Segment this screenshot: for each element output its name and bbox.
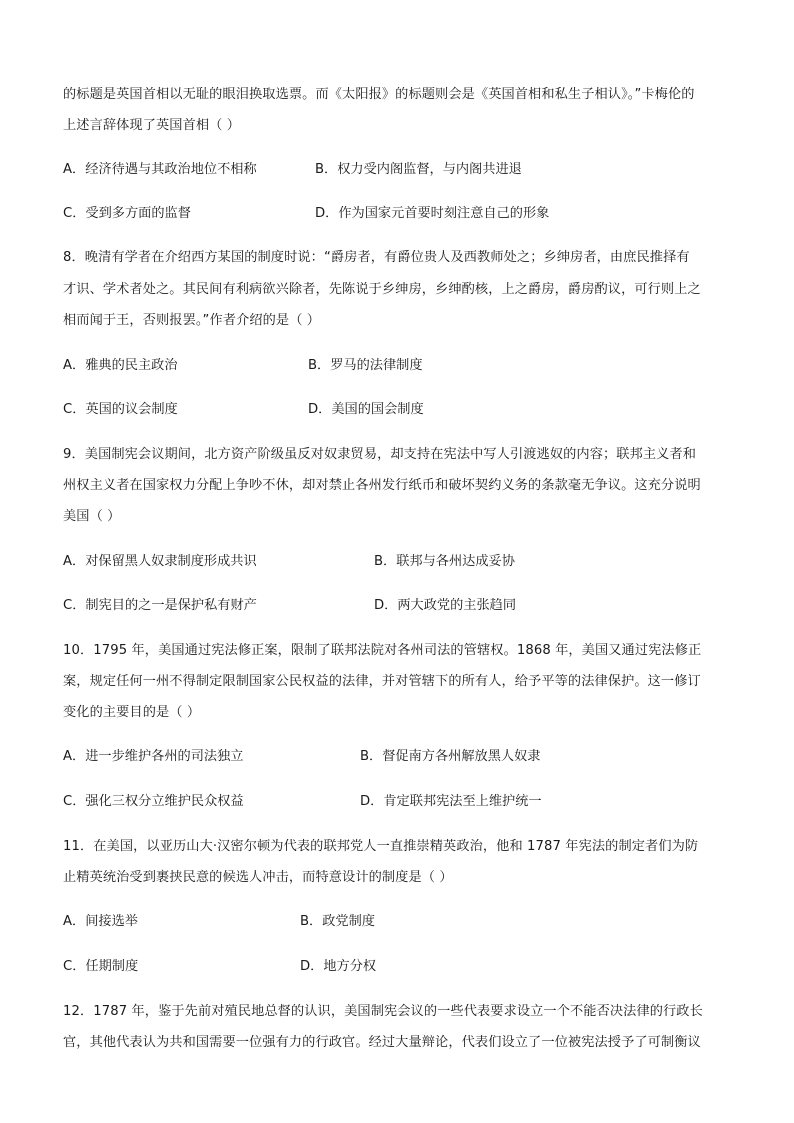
q11-option-b: B．政党制度 xyxy=(300,914,375,929)
q8-option-d: D．美国的国会制度 xyxy=(308,402,424,417)
q9-stem-line-3: 美国（ ） xyxy=(63,509,121,524)
q7-option-d: D．作为国家元首要时刻注意自己的形象 xyxy=(315,206,550,221)
q10-option-c: C．强化三权分立维护民众权益 xyxy=(63,794,244,809)
q9-stem-line-1: 9．美国制宪会议期间，北方资产阶级虽反对奴隶贸易，却支持在宪法中写人引渡逃奴的内容；联邦主义者和 xyxy=(63,447,696,462)
q7-stem-line-2: 上述言辞体现了英国首相（ ） xyxy=(63,118,241,133)
q9-option-a: A．对保留黑人奴隶制度形成共识 xyxy=(63,554,257,569)
q9-option-c: C．制宪目的之一是保护私有财产 xyxy=(63,598,257,613)
q9-stem-line-2: 州权主义者在国家权力分配上争吵不休，却对禁止各州发行纸币和破坏契约义务的条款毫无争议。这充分说明 xyxy=(63,478,701,493)
q12-stem-line-2: 官，其他代表认为共和国需要一位强有力的行政官。经过大量辩论，代表们设立了一位被宪法授予了可制衡议 xyxy=(63,1035,701,1050)
q10-stem-line-1: 10．1795 年，美国通过宪法修正案，限制了联邦法院对各州司法的管辖权。1868 年，美国又通过宪法修正 xyxy=(63,643,702,658)
q11-option-a: A．间接选举 xyxy=(63,914,138,929)
q7-option-a: A．经济待遇与其政治地位不相称 xyxy=(63,162,257,177)
q8-stem-line-3: 相而闻于王，否则报罢。”作者介绍的是（ ） xyxy=(63,313,321,328)
q7-option-c: C．受到多方面的监督 xyxy=(63,206,191,221)
q11-option-d: D．地方分权 xyxy=(300,959,377,974)
q11-stem-line-1: 11．在美国，以亚历山大·汉密尔顿为代表的联邦党人一直推崇精英政治，他和 1787 年宪法的制定者们为防 xyxy=(63,839,699,854)
q7-option-b: B．权力受内阁监督，与内阁共进退 xyxy=(315,162,522,177)
q11-stem-line-2: 止精英统治受到裹挟民意的候选人冲击，而特意设计的制度是（ ） xyxy=(63,870,453,885)
q10-stem-line-2: 案，规定任何一州不得制定限制国家公民权益的法律，并对管辖下的所有人，给予平等的法律保护。这一修订 xyxy=(63,674,701,689)
q10-option-d: D．肯定联邦宪法至上维护统一 xyxy=(360,794,542,809)
q10-option-b: B．督促南方各州解放黑人奴隶 xyxy=(360,749,541,764)
q9-option-b: B．联邦与各州达成妥协 xyxy=(374,554,515,569)
q8-stem-line-1: 8．晚清有学者在介绍西方某国的制度时说：“爵房者，有爵位贵人及西教师处之；乡绅房者，由庶民推择有 xyxy=(63,250,690,265)
q7-stem-line-1: 的标题是英国首相以无耻的眼泪换取选票。而《太阳报》的标题则会是《英国首相和私生子相认》。”卡梅伦的 xyxy=(63,87,695,102)
q8-option-b: B．罗马的法律制度 xyxy=(308,358,423,373)
q11-option-c: C．任期制度 xyxy=(63,959,139,974)
q8-option-c: C．英国的议会制度 xyxy=(63,402,178,417)
q8-stem-line-2: 才识、学术者处之。其民间有利病欲兴除者，先陈说于乡绅房，乡绅酌核，上之爵房，爵房酌议，可行则上之 xyxy=(63,282,701,297)
q9-option-d: D．两大政党的主张趋同 xyxy=(374,598,517,613)
q12-stem-line-1: 12．1787 年，鉴于先前对殖民地总督的认识，美国制宪会议的一些代表要求设立一个不能否决法律的行政长 xyxy=(63,1004,703,1019)
q10-option-a: A．进一步维护各州的司法独立 xyxy=(63,749,244,764)
q8-option-a: A．雅典的民主政治 xyxy=(63,358,178,373)
q10-stem-line-3: 变化的主要目的是（ ） xyxy=(63,705,201,720)
